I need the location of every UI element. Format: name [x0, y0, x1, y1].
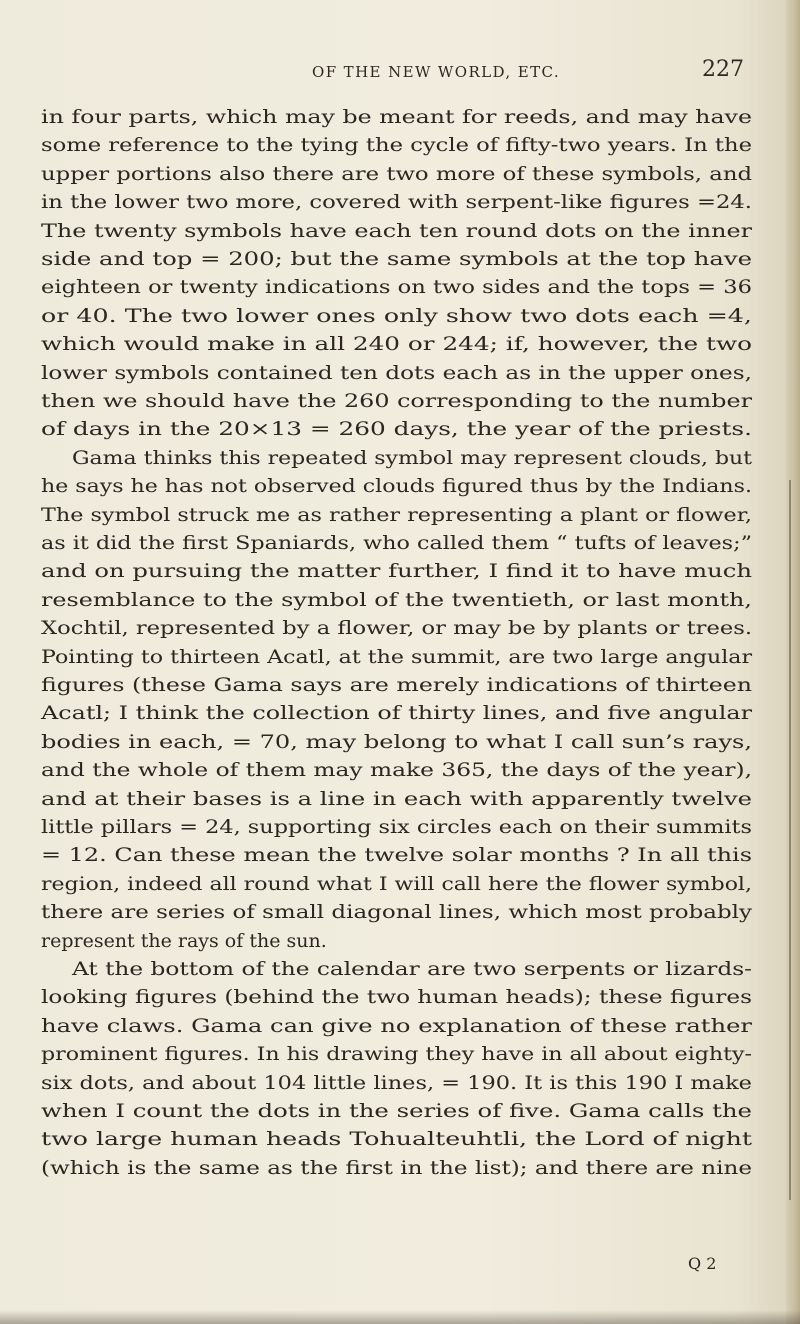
text-line: The twenty symbols have each ten round dots on the inner	[41, 219, 752, 242]
text-line: and at their bases is a line in each with apparently twelve	[41, 787, 752, 810]
text-line: eighteen or twenty indications on two sides and the tops = 36	[41, 276, 752, 299]
text-line: which would make in all 240 or 244; if, however, the two	[41, 333, 753, 356]
text-line: bodies in each, = 70, may belong to what I call sun’s rays,	[41, 730, 753, 753]
text-line: Gama thinks this repeated symbol may represent clouds, but	[72, 446, 753, 469]
text-line: (which is the same as the first in the list); and there are nine	[41, 1156, 752, 1179]
text-line: there are series of small diagonal lines, which most probably	[41, 901, 753, 924]
text-line: and the whole of them may make 365, the days of the year),	[41, 759, 753, 782]
text-line: upper portions also there are two more of these symbols, and	[41, 162, 753, 185]
text-line: in four parts, which may be meant for reeds, and may have	[41, 106, 752, 128]
text-line: Pointing to thirteen Acatl, at the summit, are two large angular	[41, 645, 753, 668]
text-line: little pillars = 24, supporting six circles each on their summits	[41, 816, 752, 838]
text-line: At the bottom of the calendar are two serpents or lizards-	[72, 958, 752, 980]
text-line: lower symbols contained ten dots each as in the upper ones,	[41, 361, 753, 384]
text-line: when I count the dots in the series of five. Gama calls the	[41, 1100, 752, 1122]
text-line: Acatl; I think the collection of thirty lines, and five angular	[41, 702, 752, 725]
signature-mark: Q 2	[688, 1254, 717, 1273]
running-title: OF THE NEW WORLD, ETC.	[312, 63, 560, 81]
text-line: then we should have the 260 corresponding to the number	[41, 390, 752, 412]
text-line: in the lower two more, covered with serpent-like figures =24.	[41, 191, 753, 214]
text-line: some reference to the tying the cycle of fifty-two years. In the	[41, 134, 752, 157]
text-line: region, indeed all round what I will call here the flower symbol,	[41, 872, 752, 895]
text-line: or 40. The two lower ones only show two dots each =4,	[41, 304, 752, 327]
text-line: Xochtil, represented by a flower, or may be by plants or trees.	[41, 617, 753, 640]
text-line: of days in the 20×13 = 260 days, the year of the priests.	[41, 418, 752, 441]
text-line: prominent figures. In his drawing they have in all about eighty-	[41, 1043, 752, 1066]
text-line: side and top = 200; but the same symbols at the top have	[41, 248, 752, 270]
page-number: 227	[702, 57, 744, 82]
page-edge	[786, 0, 800, 1324]
text-line: six dots, and about 104 little lines, = 190. It is this 190 I make	[41, 1071, 752, 1094]
text-line: as it did the first Spaniards, who called them “ tufts of leaves;”	[41, 532, 752, 554]
text-line: two large human heads Tohualteuhtli, the Lord of night	[41, 1128, 752, 1151]
text-line: looking figures (behind the two human heads); these figures	[41, 986, 752, 1009]
text-line: The symbol struck me as rather representing a plant or flower,	[41, 503, 752, 526]
text-line: have claws. Gama can give no explanation of these rather	[41, 1014, 753, 1037]
text-line: figures (these Gama says are merely indications of thirteen	[41, 674, 752, 696]
text-line: represent the rays of the sun.	[41, 929, 327, 952]
text-line: resemblance to the symbol of the twentieth, or last month,	[41, 588, 752, 611]
page-shadow	[0, 1310, 800, 1324]
text-line: he says he has not observed clouds figured thus by the Indians.	[41, 475, 752, 498]
text-line: = 12. Can these mean the twelve solar months ? In all this	[41, 844, 753, 867]
running-head	[0, 59, 800, 89]
text-line: and on pursuing the matter further, I find it to have much	[41, 560, 753, 583]
